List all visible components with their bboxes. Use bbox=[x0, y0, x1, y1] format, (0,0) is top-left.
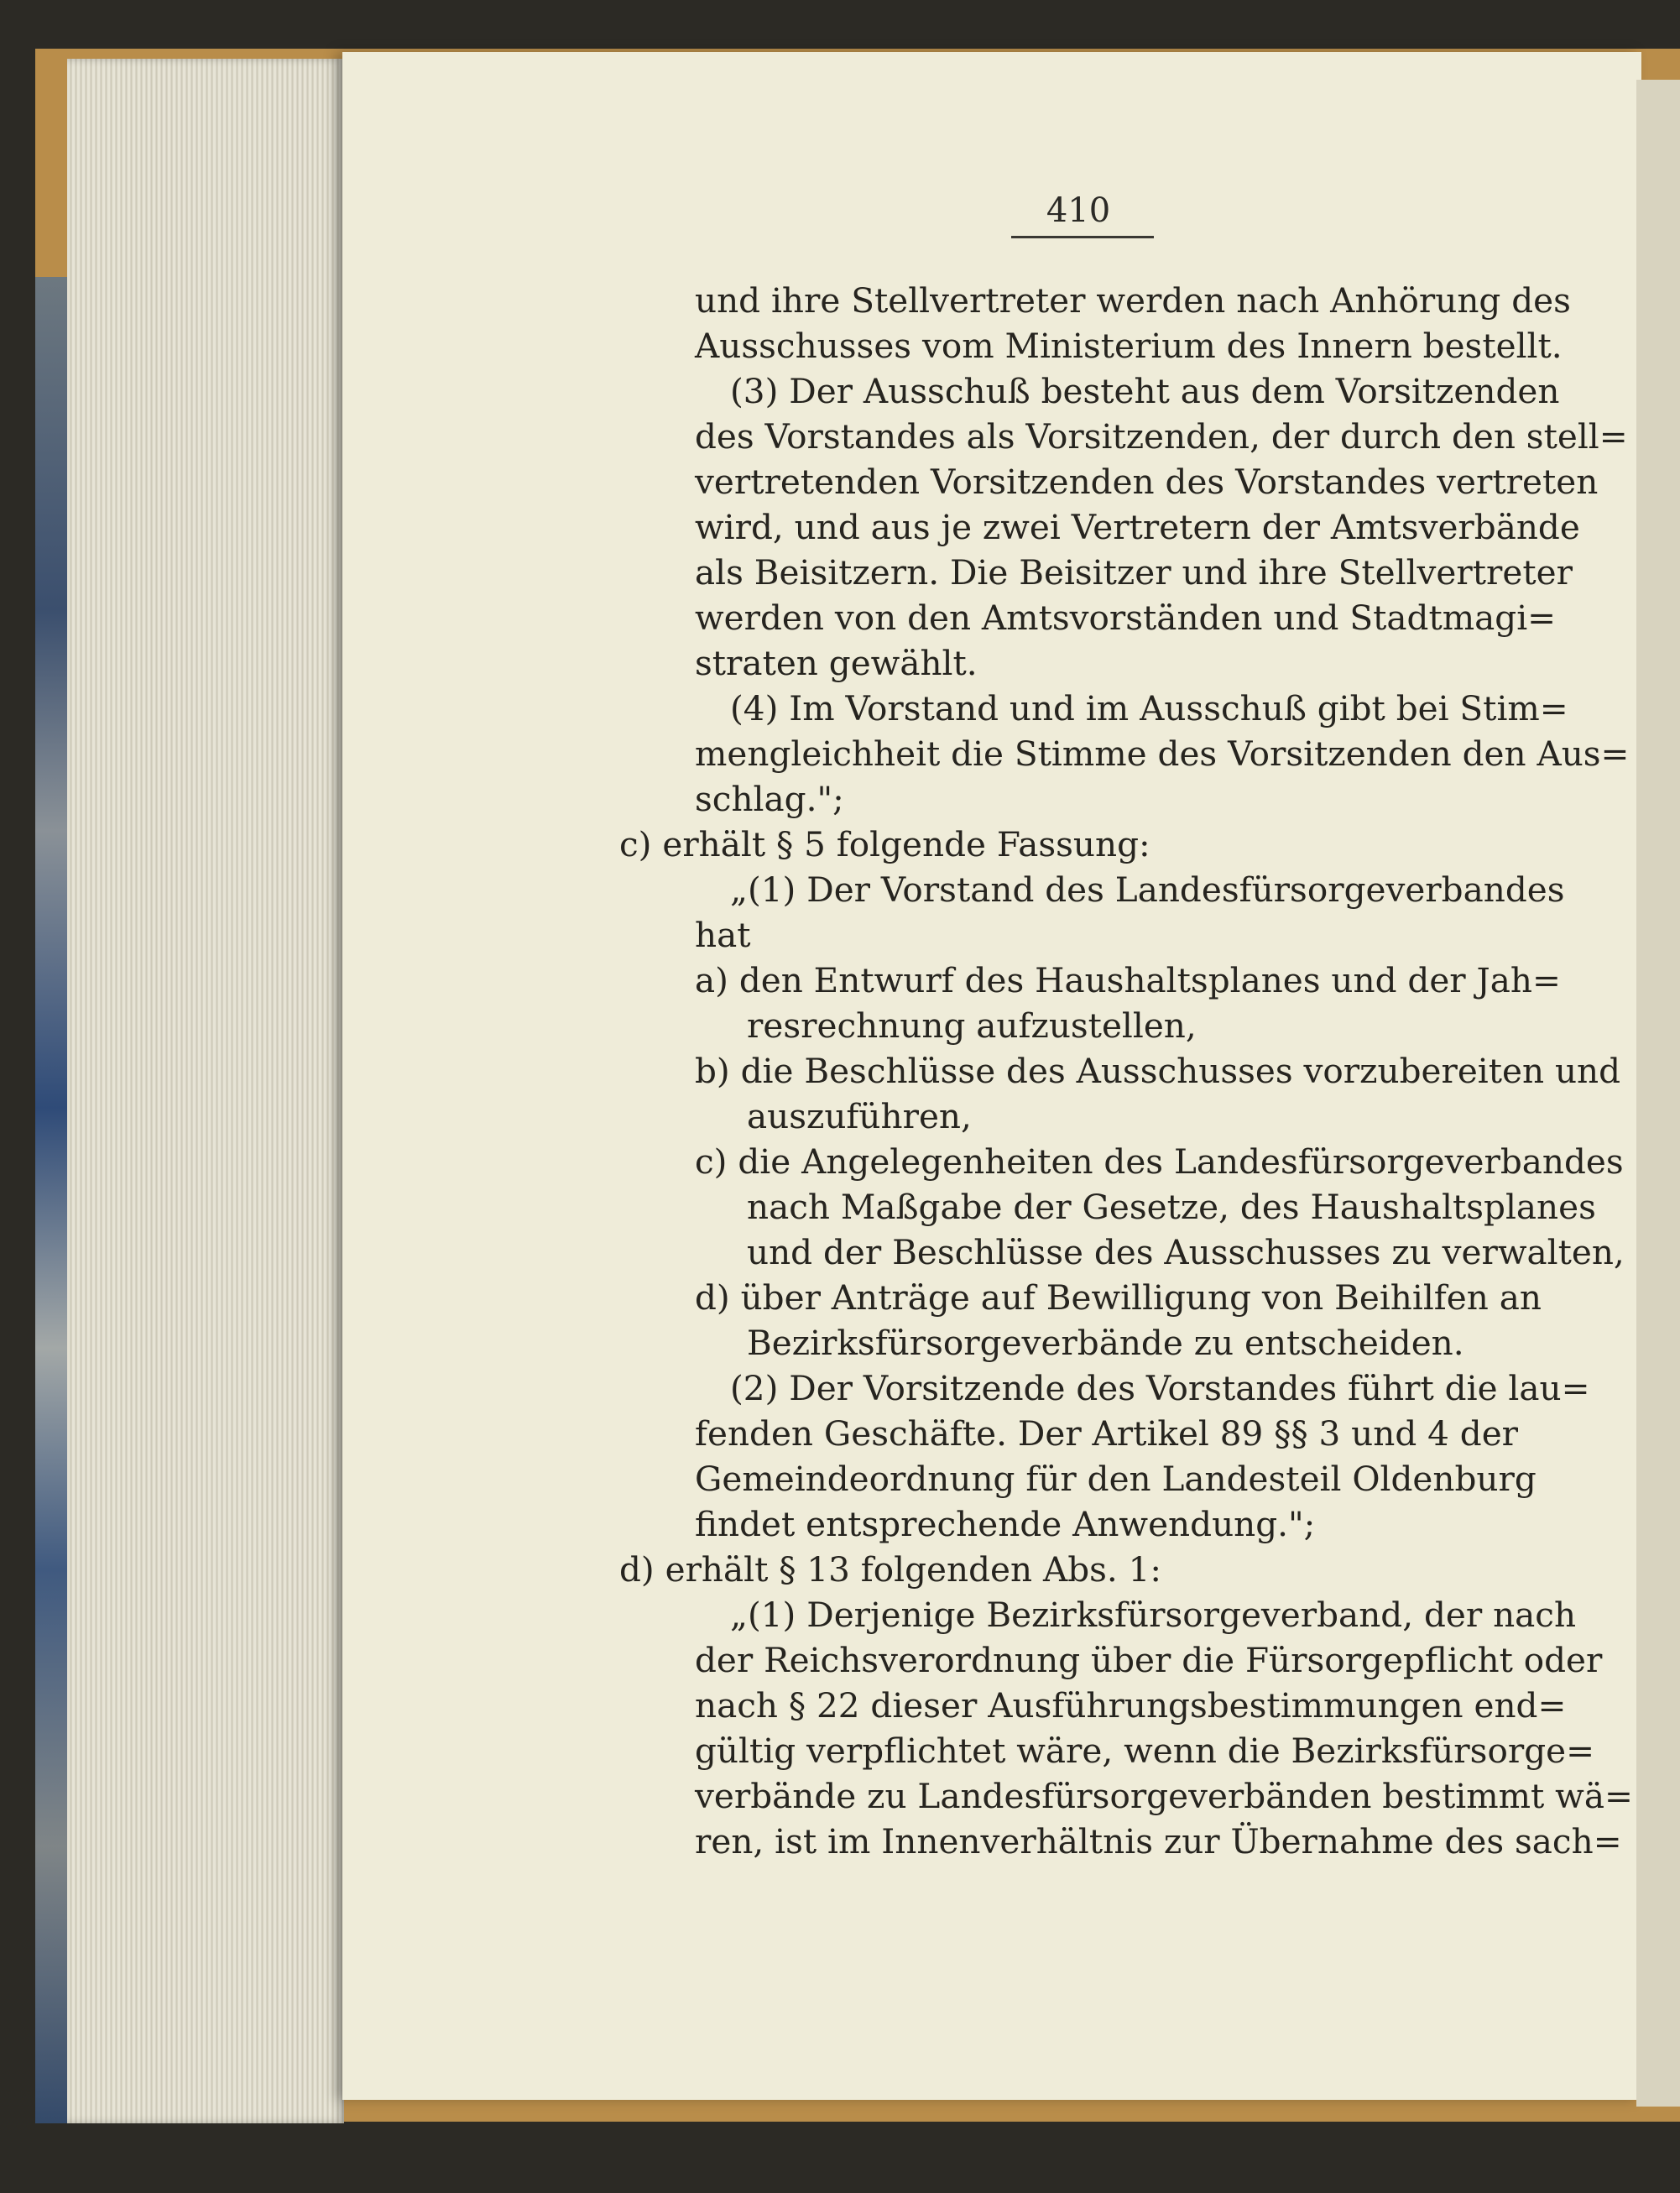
text-line: hat bbox=[695, 915, 751, 955]
text-line: werden von den Amtsvorständen und Stadtmagi= bbox=[695, 598, 1557, 638]
text-line: straten gewählt. bbox=[695, 643, 978, 683]
text-line: mengleichheit die Stimme des Vorsitzenden den Aus= bbox=[695, 734, 1630, 774]
text-line: ren, ist im Innenverhältnis zur Übernahme des sach= bbox=[695, 1821, 1622, 1861]
text-line: nach Maßgabe der Gesetze, des Haushaltsplanes bbox=[747, 1187, 1596, 1227]
text-line: b) die Beschlüsse des Ausschusses vorzubereiten und bbox=[695, 1051, 1621, 1091]
text-line: auszuführen, bbox=[747, 1096, 972, 1136]
text-line: wird, und aus je zwei Vertretern der Amtsverbände bbox=[695, 507, 1580, 547]
text-line: gültig verpflichtet wäre, wenn die Bezirksfürsorge= bbox=[695, 1731, 1595, 1771]
text-line: verbände zu Landesfürsorgeverbänden bestimmt wä= bbox=[695, 1776, 1633, 1816]
text-line: der Reichsverordnung über die Fürsorgepflicht oder bbox=[695, 1640, 1603, 1680]
text-line: Gemeindeordnung für den Landesteil Oldenburg bbox=[695, 1459, 1537, 1499]
text-line: fenden Geschäfte. Der Artikel 89 §§ 3 und 4 der bbox=[695, 1413, 1519, 1454]
text-line: c) erhält § 5 folgende Fassung: bbox=[619, 824, 1150, 864]
text-line: d) über Anträge auf Bewilligung von Beihilfen an bbox=[695, 1277, 1542, 1318]
text-line: „(1) Derjenige Bezirksfürsorgeverband, der nach bbox=[730, 1595, 1577, 1635]
text-line: und der Beschlüsse des Ausschusses zu verwalten, bbox=[747, 1232, 1625, 1272]
page-number: 410 bbox=[1046, 191, 1111, 230]
text-line: „(1) Der Vorstand des Landesfürsorgeverbandes bbox=[730, 869, 1565, 910]
text-line: schlag."; bbox=[695, 779, 844, 819]
text-line: d) erhält § 13 folgenden Abs. 1: bbox=[619, 1549, 1162, 1590]
text-line: vertretenden Vorsitzenden des Vorstandes vertreten bbox=[695, 462, 1599, 502]
text-line: und ihre Stellvertreter werden nach Anhörung des bbox=[695, 280, 1571, 321]
text-line: des Vorstandes als Vorsitzenden, der durch den stell= bbox=[695, 416, 1628, 457]
text-line: (2) Der Vorsitzende des Vorstandes führt die lau= bbox=[730, 1368, 1590, 1408]
text-line: Ausschusses vom Ministerium des Innern bestellt. bbox=[695, 326, 1563, 366]
text-line: a) den Entwurf des Haushaltsplanes und der Jah= bbox=[695, 960, 1561, 1000]
text-line: findet entsprechende Anwendung."; bbox=[695, 1504, 1316, 1544]
text-line: als Beisitzern. Die Beisitzer und ihre Stellvertreter bbox=[695, 552, 1573, 593]
text-line: resrechnung aufzustellen, bbox=[747, 1005, 1197, 1046]
text-line: nach § 22 dieser Ausführungsbestimmungen end= bbox=[695, 1685, 1567, 1726]
text-line: Bezirksfürsorgeverbände zu entscheiden. bbox=[747, 1323, 1464, 1363]
text-line: c) die Angelegenheiten des Landesfürsorgeverbandes bbox=[695, 1141, 1624, 1182]
text-line: (3) Der Ausschuß besteht aus dem Vorsitzenden bbox=[730, 371, 1560, 411]
text-line: (4) Im Vorstand und im Ausschuß gibt bei Stim= bbox=[730, 688, 1568, 728]
